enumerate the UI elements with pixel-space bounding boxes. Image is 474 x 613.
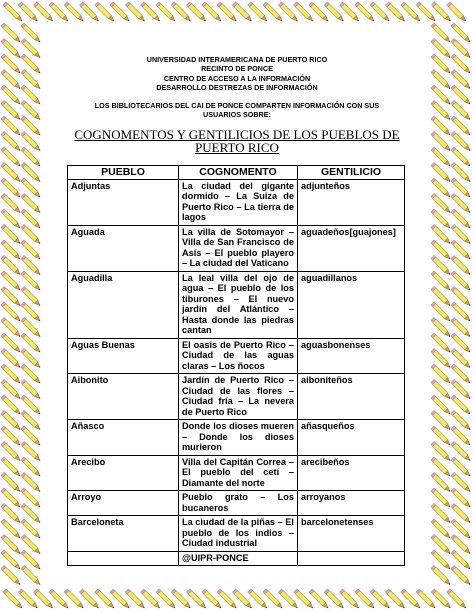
- title-line: PUERTO RICO: [195, 140, 279, 156]
- pencil-icon: [21, 255, 42, 276]
- gentilicio-cell: adjunteños: [298, 179, 405, 225]
- pencil-icon: [451, 38, 472, 59]
- pencil-icon: [21, 395, 42, 416]
- pencil-icon: [1, 271, 22, 292]
- document-title: [62, 128, 412, 154]
- pencil-icon: [18, 2, 39, 23]
- pencil-icon: [1, 395, 22, 416]
- pencil-icon: [49, 2, 70, 23]
- pencil-icon: [1, 317, 22, 338]
- pencil-icon: [33, 2, 54, 23]
- pencil-icon: [294, 589, 315, 610]
- pueblo-cell: Aguada: [68, 225, 179, 271]
- pencil-icon: [263, 2, 284, 23]
- gentilicio-cell: añasqueños: [298, 420, 405, 456]
- pencil-icon: [431, 23, 452, 44]
- pencil-icon: [1, 54, 22, 75]
- pencil-icon: [370, 589, 391, 610]
- pencil-icon: [21, 23, 42, 44]
- pencil-icon: [431, 116, 452, 137]
- empty-cell: [298, 551, 405, 566]
- pencil-icon: [21, 286, 42, 307]
- pencil-icon: [1, 116, 22, 137]
- pencil-icon: [21, 457, 42, 478]
- pencil-icon: [1, 410, 22, 431]
- pencil-icon: [431, 441, 452, 462]
- pencil-icon: [1, 193, 22, 214]
- pencil-icon: [21, 116, 42, 137]
- pencil-icon: [431, 426, 452, 447]
- pencil-icon: [451, 162, 472, 183]
- pencil-icon: [451, 286, 472, 307]
- pencil-icon: [1, 209, 22, 230]
- table-footer-row: [68, 551, 405, 566]
- pencil-icon: [1, 565, 22, 586]
- document-page: [62, 55, 412, 566]
- pencil-icon: [278, 589, 299, 610]
- pencil-icon: [416, 2, 437, 23]
- header-line: CENTRO DE ACCESO A LA INFORMACIÓN: [163, 73, 311, 83]
- pencil-icon: [232, 589, 253, 610]
- towns-table: [67, 165, 405, 566]
- pencil-icon: [125, 589, 146, 610]
- pencil-icon: [1, 364, 22, 385]
- pencil-icon: [451, 54, 472, 75]
- pencil-icon: [451, 178, 472, 199]
- pencil-icon: [1, 255, 22, 276]
- pencil-icon: [1, 426, 22, 447]
- pencil-icon: [431, 410, 452, 431]
- pencil-icon: [21, 503, 42, 524]
- pencil-icon: [1, 162, 22, 183]
- pencil-icon: [21, 54, 42, 75]
- cognomento-cell: Pueblo grato – Los bucaneros: [179, 491, 298, 516]
- pencil-icon: [202, 2, 223, 23]
- pencil-icon: [385, 2, 406, 23]
- pencil-icon: [451, 271, 472, 292]
- empty-cell: [68, 551, 179, 566]
- pencil-icon: [294, 2, 315, 23]
- pencil-icon: [21, 69, 42, 90]
- pencil-icon: [156, 589, 177, 610]
- pencil-icon: [95, 2, 116, 23]
- column-header-cognomento: COGNOMENTO: [179, 166, 298, 180]
- pencil-icon: [451, 85, 472, 106]
- pencil-icon: [451, 519, 472, 540]
- pueblo-cell: Aibonito: [68, 374, 179, 420]
- institution-header: [62, 55, 412, 93]
- pencil-icon: [451, 240, 472, 261]
- pencil-icon: [18, 589, 39, 610]
- pencil-icon: [110, 589, 131, 610]
- pencil-icon: [3, 2, 24, 23]
- pencil-icon: [248, 589, 269, 610]
- pencil-icon: [431, 69, 452, 90]
- pencil-icon: [21, 472, 42, 493]
- pencil-icon: [21, 302, 42, 323]
- pencil-icon: [1, 286, 22, 307]
- pencil-icon: [21, 550, 42, 571]
- pencil-icon: [431, 302, 452, 323]
- pencil-icon: [1, 147, 22, 168]
- pencil-icon: [21, 565, 42, 586]
- pencil-icon: [1, 550, 22, 571]
- pencil-icon: [431, 147, 452, 168]
- cognomento-cell: La villa de Sotomayor – Villa de San Francisco de Asís – El pueblo playero – La ciudad del Vaticano: [179, 225, 298, 271]
- pueblo-cell: Aguas Buenas: [68, 338, 179, 374]
- column-header-gentilicio: GENTILICIO: [298, 166, 405, 180]
- pencil-icon: [1, 302, 22, 323]
- pencil-icon: [217, 589, 238, 610]
- cognomento-cell: Villa del Capitán Correa – El pueblo del cetí – Diamante del norte: [179, 455, 298, 491]
- pencil-icon: [431, 503, 452, 524]
- pencil-icon: [1, 348, 22, 369]
- pencil-icon: [1, 441, 22, 462]
- table-row: [68, 516, 405, 552]
- title-line: COGNOMENTOS Y GENTILICIOS DE LOS PUEBLOS DE: [74, 127, 400, 143]
- gentilicio-cell: aiboniteños: [298, 374, 405, 420]
- cognomento-cell: La leal villa del ojo de agua – El pueblo de los tiburones – El nuevo jardín del Atlántico – Hasta donde las piedras cantan: [179, 271, 298, 338]
- pueblo-cell: Barceloneta: [68, 516, 179, 552]
- pencil-icon: [309, 2, 330, 23]
- pencil-icon: [451, 147, 472, 168]
- header-line: UNIVERSIDAD INTERAMERICANA DE PUERTO RICO: [146, 55, 328, 64]
- pencil-icon: [21, 131, 42, 152]
- cognomento-cell: La ciudad del gigante dormido – La Suiza de Puerto Rico – La tierra de lagos: [179, 179, 298, 225]
- pencil-icon: [431, 178, 452, 199]
- pencil-icon: [21, 209, 42, 230]
- pencil-icon: [451, 302, 472, 323]
- pencil-icon: [431, 131, 452, 152]
- pencil-icon: [21, 364, 42, 385]
- table-row: [68, 271, 405, 338]
- table-row: [68, 338, 405, 374]
- gentilicio-cell: aguasbonenses: [298, 338, 405, 374]
- intro-text: [62, 101, 412, 120]
- pencil-icon: [451, 100, 472, 121]
- pencil-icon: [431, 240, 452, 261]
- pencil-icon: [1, 100, 22, 121]
- pencil-icon: [370, 2, 391, 23]
- table-row: [68, 179, 405, 225]
- pencil-icon: [431, 255, 452, 276]
- table-row: [68, 374, 405, 420]
- pencil-icon: [431, 193, 452, 214]
- pencil-icon: [141, 589, 162, 610]
- pencil-icon: [431, 100, 452, 121]
- pencil-icon: [202, 589, 223, 610]
- pencil-icon: [431, 333, 452, 354]
- pencil-icon: [431, 457, 452, 478]
- pencil-icon: [431, 317, 452, 338]
- pueblo-cell: Aguadilla: [68, 271, 179, 338]
- pencil-icon: [324, 2, 345, 23]
- pencil-icon: [451, 441, 472, 462]
- pencil-icon: [1, 85, 22, 106]
- pencil-icon: [431, 224, 452, 245]
- pencil-icon: [1, 131, 22, 152]
- pencil-icon: [451, 364, 472, 385]
- pencil-icon: [447, 589, 468, 610]
- pencil-icon: [1, 534, 22, 555]
- pencil-icon: [431, 54, 452, 75]
- pencil-icon: [431, 85, 452, 106]
- pencil-icon: [431, 488, 452, 509]
- gentilicio-cell: barcelonetenses: [298, 516, 405, 552]
- pencil-icon: [21, 178, 42, 199]
- pencil-icon: [49, 589, 70, 610]
- pencil-icon: [21, 534, 42, 555]
- pencil-icon: [1, 38, 22, 59]
- table-header-row: [68, 166, 405, 180]
- pencil-icon: [451, 379, 472, 400]
- pencil-icon: [451, 317, 472, 338]
- pueblo-cell: Arecibo: [68, 455, 179, 491]
- pencil-icon: [431, 162, 452, 183]
- footer-credit: @UIPR-PONCE: [179, 551, 298, 566]
- pencil-icon: [431, 550, 452, 571]
- pencil-icon: [451, 333, 472, 354]
- pencil-icon: [141, 2, 162, 23]
- pencil-icon: [451, 534, 472, 555]
- pencil-icon: [1, 472, 22, 493]
- pencil-icon: [451, 395, 472, 416]
- pencil-icon: [21, 224, 42, 245]
- pencil-icon: [1, 379, 22, 400]
- pencil-icon: [431, 209, 452, 230]
- pencil-icon: [451, 23, 472, 44]
- pencil-icon: [447, 2, 468, 23]
- pencil-icon: [1, 224, 22, 245]
- pencil-icon: [232, 2, 253, 23]
- pencil-icon: [431, 2, 452, 23]
- pencil-icon: [431, 38, 452, 59]
- pencil-icon: [21, 379, 42, 400]
- pueblo-cell: Añasco: [68, 420, 179, 456]
- pencil-icon: [401, 2, 422, 23]
- pencil-icon: [21, 85, 42, 106]
- pencil-icon: [1, 503, 22, 524]
- pencil-icon: [21, 193, 42, 214]
- pencil-icon: [431, 395, 452, 416]
- pencil-icon: [451, 503, 472, 524]
- pencil-icon: [21, 271, 42, 292]
- pencil-icon: [79, 589, 100, 610]
- pencil-icon: [451, 426, 472, 447]
- pencil-icon: [451, 565, 472, 586]
- pencil-icon: [217, 2, 238, 23]
- pencil-icon: [64, 589, 85, 610]
- pencil-icon: [431, 271, 452, 292]
- gentilicio-cell: aguadillanos: [298, 271, 405, 338]
- cognomento-cell: La ciudad de la piñas – El pueblo de los indios – Ciudad industrial: [179, 516, 298, 552]
- intro-line: USUARIOS SOBRE:: [203, 110, 271, 120]
- pencil-icon: [451, 488, 472, 509]
- pencil-icon: [33, 589, 54, 610]
- pencil-icon: [385, 589, 406, 610]
- pencil-icon: [79, 2, 100, 23]
- pencil-icon: [1, 457, 22, 478]
- pencil-icon: [339, 2, 360, 23]
- table-row: [68, 455, 405, 491]
- pencil-icon: [451, 69, 472, 90]
- pencil-icon: [431, 534, 452, 555]
- header-line: RECINTO DE PONCE: [201, 64, 273, 74]
- pencil-icon: [451, 131, 472, 152]
- pencil-icon: [156, 2, 177, 23]
- pencil-icon: [171, 589, 192, 610]
- pencil-icon: [324, 589, 345, 610]
- pencil-icon: [451, 116, 472, 137]
- pencil-icon: [21, 147, 42, 168]
- pencil-icon: [3, 589, 24, 610]
- pencil-icon: [416, 589, 437, 610]
- pencil-icon: [263, 589, 284, 610]
- pencil-icon: [171, 2, 192, 23]
- pencil-icon: [431, 348, 452, 369]
- pencil-icon: [451, 550, 472, 571]
- table-row: [68, 225, 405, 271]
- cognomento-cell: Jardín de Puerto Rico – Ciudad de las flores – Ciudad fría – La nevera de Puerto Rico: [179, 374, 298, 420]
- pencil-icon: [1, 178, 22, 199]
- pencil-icon: [1, 240, 22, 261]
- cognomento-cell: El oasis de Puerto Rico – Ciudad de las aguas claras – Los ñocos: [179, 338, 298, 374]
- pueblo-cell: Adjuntas: [68, 179, 179, 225]
- pencil-icon: [21, 240, 42, 261]
- pencil-icon: [21, 333, 42, 354]
- table-row: [68, 491, 405, 516]
- pencil-icon: [431, 472, 452, 493]
- pencil-icon: [21, 317, 42, 338]
- pencil-icon: [431, 565, 452, 586]
- cognomento-cell: Donde los dioses mueren – Donde los dioses murieron: [179, 420, 298, 456]
- pencil-icon: [1, 69, 22, 90]
- pencil-icon: [21, 488, 42, 509]
- pencil-icon: [451, 193, 472, 214]
- pencil-icon: [451, 224, 472, 245]
- pencil-icon: [21, 441, 42, 462]
- pencil-icon: [125, 2, 146, 23]
- pencil-icon: [431, 379, 452, 400]
- header-line: DESARROLLO DESTREZAS DE INFORMACIÓN: [156, 83, 318, 93]
- pencil-icon: [64, 2, 85, 23]
- pencil-icon: [431, 589, 452, 610]
- pencil-icon: [339, 589, 360, 610]
- pencil-icon: [451, 457, 472, 478]
- pencil-icon: [451, 209, 472, 230]
- pencil-icon: [110, 2, 131, 23]
- intro-line: LOS BIBLIOTECARIOS DEL CAI DE PONCE COMPARTEN INFORMACIÓN CON SUS: [94, 100, 380, 110]
- pencil-icon: [21, 100, 42, 121]
- pencil-icon: [355, 2, 376, 23]
- pencil-icon: [21, 410, 42, 431]
- pencil-icon: [431, 364, 452, 385]
- pencil-icon: [355, 589, 376, 610]
- pencil-icon: [1, 519, 22, 540]
- pencil-icon: [21, 519, 42, 540]
- pencil-icon: [1, 23, 22, 44]
- pencil-icon: [431, 519, 452, 540]
- gentilicio-cell: aguadeños[guajones]: [298, 225, 405, 271]
- table-row: [68, 420, 405, 456]
- pencil-icon: [431, 286, 452, 307]
- pencil-icon: [21, 38, 42, 59]
- pencil-icon: [186, 589, 207, 610]
- pencil-icon: [186, 2, 207, 23]
- pencil-icon: [451, 348, 472, 369]
- pencil-icon: [451, 410, 472, 431]
- gentilicio-cell: arroyanos: [298, 491, 405, 516]
- pencil-icon: [21, 426, 42, 447]
- pencil-icon: [451, 472, 472, 493]
- pencil-icon: [21, 162, 42, 183]
- pencil-icon: [278, 2, 299, 23]
- pueblo-cell: Arroyo: [68, 491, 179, 516]
- pencil-icon: [309, 589, 330, 610]
- column-header-pueblo: PUEBLO: [68, 166, 179, 180]
- gentilicio-cell: arecibeños: [298, 455, 405, 491]
- pencil-icon: [248, 2, 269, 23]
- pencil-icon: [95, 589, 116, 610]
- pencil-icon: [1, 333, 22, 354]
- pencil-icon: [401, 589, 422, 610]
- pencil-icon: [451, 255, 472, 276]
- pencil-icon: [21, 348, 42, 369]
- pencil-icon: [1, 488, 22, 509]
